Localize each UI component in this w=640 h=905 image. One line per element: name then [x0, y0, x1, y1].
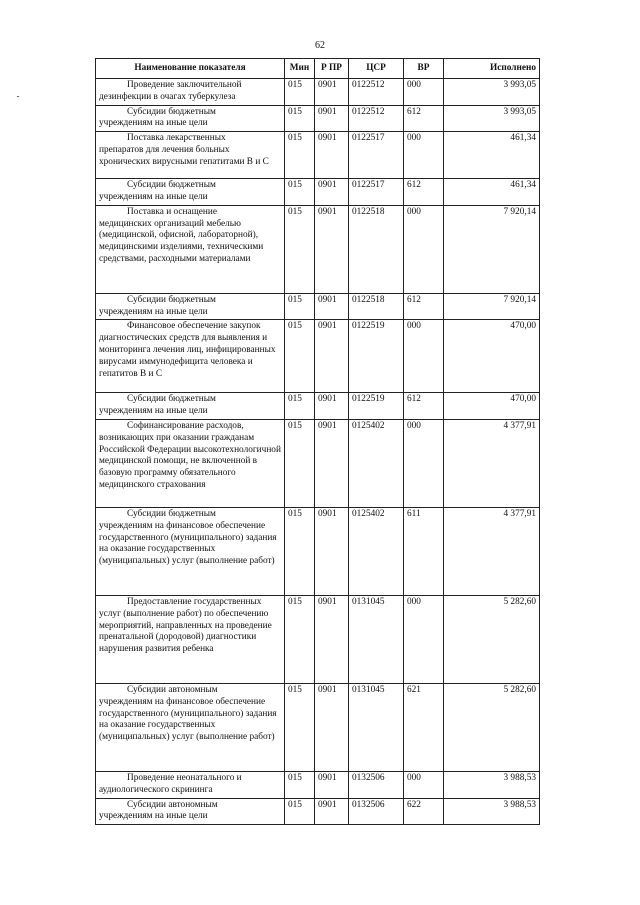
row-csr: 0122517 [349, 179, 404, 206]
row-vr: 612 [404, 293, 444, 320]
row-amount: 5 282,60 [444, 595, 540, 683]
row-vr: 621 [404, 683, 444, 771]
header-min: Мин [285, 59, 315, 79]
row-csr: 0125402 [349, 419, 404, 507]
table-row [96, 132, 540, 179]
table-row [96, 683, 540, 771]
row-rpr: 0901 [315, 595, 349, 683]
row-rpr: 0901 [315, 205, 349, 293]
row-vr: 000 [404, 132, 444, 179]
row-csr: 0131045 [349, 595, 404, 683]
row-vr: 000 [404, 771, 444, 798]
row-rpr: 0901 [315, 105, 349, 132]
row-min: 015 [285, 419, 315, 507]
header-amount: Исполнено [444, 59, 540, 79]
row-rpr: 0901 [315, 393, 349, 420]
header-rpr: Р ПР [315, 59, 349, 79]
row-vr: 612 [404, 105, 444, 132]
row-amount: 3 988,53 [444, 771, 540, 798]
row-amount: 3 993,05 [444, 105, 540, 132]
table-row [96, 179, 540, 206]
row-rpr: 0901 [315, 419, 349, 507]
row-amount: 461,34 [444, 179, 540, 206]
row-vr: 000 [404, 320, 444, 393]
row-csr: 0125402 [349, 507, 404, 595]
row-name: Проведение неонатального и аудиологического скрининга [96, 771, 285, 798]
row-csr: 0122518 [349, 205, 404, 293]
row-name: Субсидии бюджетным учреждениям на иные цели [96, 105, 285, 132]
row-csr: 0122519 [349, 320, 404, 393]
row-name: Предоставление государственных услуг (выполнение работ) по обеспечению мероприятий, направленных на проведение пренатальной (дородовой) диагностики нарушения развития ребенка [96, 595, 285, 683]
table-row [96, 79, 540, 106]
header-vr: ВР [404, 59, 444, 79]
row-name: Поставка и оснащение медицинских организаций мебелью (медицинской, офисной, лабораторной), медицинскими изделиями, техническими средствами, расходными материалами [96, 205, 285, 293]
row-name: Субсидии бюджетным учреждениям на иные цели [96, 179, 285, 206]
row-csr: 0132506 [349, 771, 404, 798]
table-row [96, 293, 540, 320]
table-row [96, 205, 540, 293]
row-min: 015 [285, 132, 315, 179]
row-rpr: 0901 [315, 132, 349, 179]
row-name: Поставка лекарственных препаратов для лечения больных хронических вирусными гепатитами В и С [96, 132, 285, 179]
row-name: Субсидии бюджетным учреждениям на иные цели [96, 293, 285, 320]
row-min: 015 [285, 393, 315, 420]
row-min: 015 [285, 507, 315, 595]
table-row [96, 320, 540, 393]
row-name: Субсидии бюджетным учреждениям на финансовое обеспечение государственного (муниципального) задания на оказание государственных (муниципальных) услуг (выполнение работ) [96, 507, 285, 595]
row-vr: 611 [404, 507, 444, 595]
row-name: Субсидии автономным учреждениям на финансовое обеспечение государственного (муниципального) задания на оказание государственных (муниципальных) услуг (выполнение работ) [96, 683, 285, 771]
row-vr: 000 [404, 205, 444, 293]
scan-speck [17, 96, 19, 97]
row-csr: 0122512 [349, 79, 404, 106]
header-name: Наименование показателя [96, 59, 285, 79]
row-min: 015 [285, 105, 315, 132]
page-number: 62 [315, 40, 325, 51]
row-amount: 5 282,60 [444, 683, 540, 771]
table-row [96, 771, 540, 798]
row-vr: 612 [404, 179, 444, 206]
row-vr: 000 [404, 595, 444, 683]
budget-execution-table [95, 58, 540, 825]
table-row [96, 507, 540, 595]
row-rpr: 0901 [315, 507, 349, 595]
row-vr: 000 [404, 419, 444, 507]
row-amount: 3 988,53 [444, 798, 540, 825]
row-amount: 3 993,05 [444, 79, 540, 106]
header-csr: ЦСР [349, 59, 404, 79]
row-rpr: 0901 [315, 293, 349, 320]
row-csr: 0131045 [349, 683, 404, 771]
table-row [96, 595, 540, 683]
row-min: 015 [285, 179, 315, 206]
row-amount: 470,00 [444, 393, 540, 420]
row-min: 015 [285, 79, 315, 106]
row-amount: 470,00 [444, 320, 540, 393]
row-vr: 612 [404, 393, 444, 420]
table-header-row [96, 59, 540, 79]
row-csr: 0122518 [349, 293, 404, 320]
table-row [96, 105, 540, 132]
row-rpr: 0901 [315, 798, 349, 825]
row-min: 015 [285, 683, 315, 771]
row-amount: 461,34 [444, 132, 540, 179]
row-amount: 4 377,91 [444, 507, 540, 595]
table-row [96, 419, 540, 507]
row-rpr: 0901 [315, 771, 349, 798]
row-amount: 7 920,14 [444, 205, 540, 293]
table-row [96, 798, 540, 825]
row-min: 015 [285, 595, 315, 683]
row-name: Субсидии бюджетным учреждениям на иные цели [96, 393, 285, 420]
row-rpr: 0901 [315, 179, 349, 206]
row-amount: 4 377,91 [444, 419, 540, 507]
row-min: 015 [285, 798, 315, 825]
row-min: 015 [285, 320, 315, 393]
row-amount: 7 920,14 [444, 293, 540, 320]
row-min: 015 [285, 205, 315, 293]
row-name: Проведение заключительной дезинфекции в очагах туберкулеза [96, 79, 285, 106]
row-vr: 000 [404, 79, 444, 106]
row-vr: 622 [404, 798, 444, 825]
row-name: Субсидии автономным учреждениям на иные цели [96, 798, 285, 825]
row-rpr: 0901 [315, 320, 349, 393]
row-rpr: 0901 [315, 683, 349, 771]
row-rpr: 0901 [315, 79, 349, 106]
row-min: 015 [285, 771, 315, 798]
row-csr: 0122517 [349, 132, 404, 179]
row-min: 015 [285, 293, 315, 320]
row-name: Финансовое обеспечение закупок диагностических средств для выявления и мониторинга лечения лиц, инфицированных вирусами иммунодефицита человека и гепатитов В и С [96, 320, 285, 393]
row-csr: 0122519 [349, 393, 404, 420]
row-name: Софинансирование расходов, возникающих при оказании гражданам Российской Федерации высокотехнологичной медицинской помощи, не включенной в базовую программу обязательного медицинского страхования [96, 419, 285, 507]
row-csr: 0132506 [349, 798, 404, 825]
table-row [96, 393, 540, 420]
row-csr: 0122512 [349, 105, 404, 132]
